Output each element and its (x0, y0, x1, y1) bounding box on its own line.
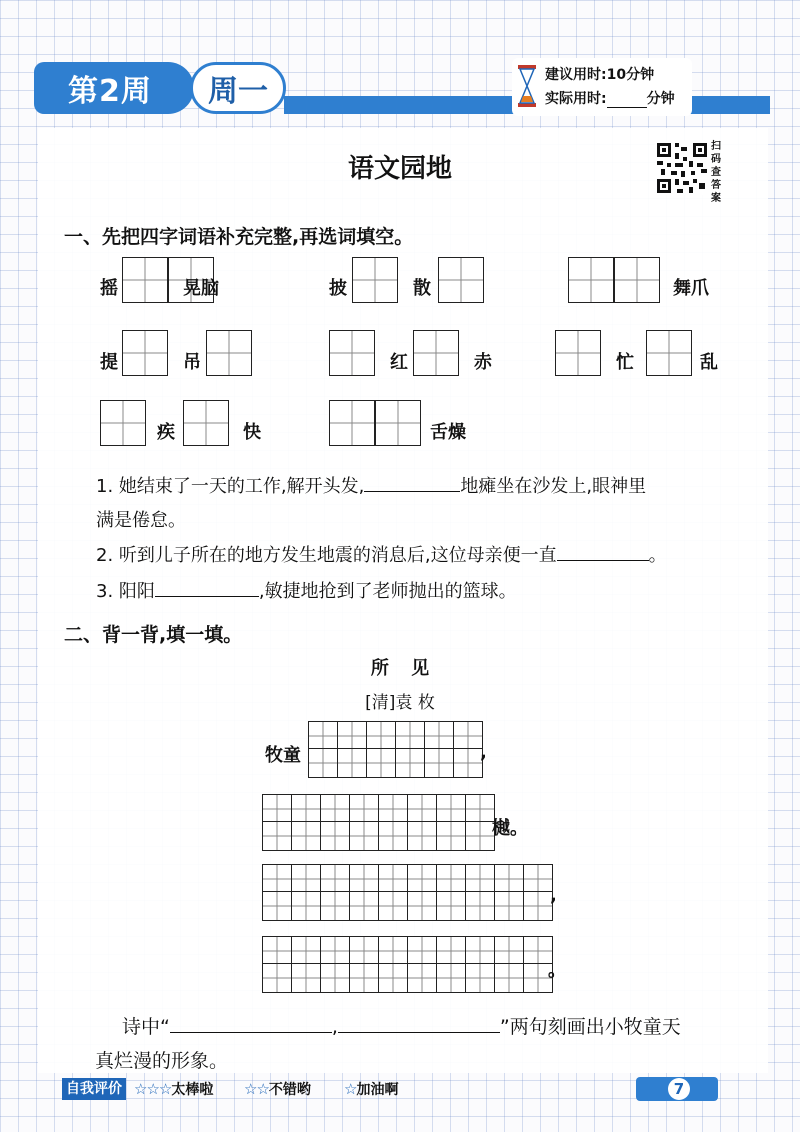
poem-answer-cell[interactable] (349, 936, 379, 966)
sentence-1-cont: 满是倦怠。 (96, 510, 186, 531)
poem-answer-cell[interactable] (465, 963, 495, 993)
poem-answer-cell[interactable] (291, 821, 321, 851)
idiom-char: 披 (329, 278, 347, 299)
poem-answer-cell[interactable] (291, 963, 321, 993)
answer-cell[interactable] (413, 330, 459, 376)
answer-cell[interactable] (568, 257, 614, 303)
poem-answer-cell[interactable] (378, 794, 408, 824)
idiom-char: 散 (413, 278, 431, 299)
answer-cell[interactable] (646, 330, 692, 376)
poem-answer-cell[interactable] (366, 721, 396, 751)
poem-answer-cell[interactable] (291, 891, 321, 921)
sentence-2 (96, 541, 667, 567)
poem-line4-end: 。 (548, 960, 566, 981)
answer-blank[interactable] (170, 1015, 332, 1033)
poem-answer-cell[interactable] (262, 864, 292, 894)
question-text: ”两句刻画出小牧童天 (499, 1016, 681, 1038)
poem-answer-cell[interactable] (407, 864, 437, 894)
answer-cell[interactable] (100, 400, 146, 446)
sentence-text: 2. 听到儿子所在的地方发生地震的消息后,这位母亲便一直 (96, 545, 557, 566)
poem-answer-cell[interactable] (378, 936, 408, 966)
answer-cell[interactable] (122, 257, 168, 303)
answer-cell[interactable] (122, 330, 168, 376)
poem-answer-cell[interactable] (436, 891, 466, 921)
idiom-char: 赤 (474, 352, 492, 373)
answer-cell[interactable] (555, 330, 601, 376)
qr-code-icon[interactable] (655, 141, 709, 195)
page-number: 7 (668, 1078, 690, 1100)
poem-answer-cell[interactable] (378, 821, 408, 851)
poem-answer-cell[interactable] (465, 864, 495, 894)
poem-answer-cell[interactable] (320, 821, 350, 851)
page-title: 语文园地 (347, 154, 452, 184)
sentence-text: 地瘫坐在沙发上,眼神里 (460, 476, 647, 497)
section2-heading: 二、背一背,填一填。 (64, 624, 243, 646)
actual-time-label: 实际用时: (545, 91, 607, 107)
poem-answer-cell[interactable] (262, 891, 292, 921)
poem-line2-end: 樾。 (492, 818, 528, 839)
poem-answer-cell[interactable] (494, 936, 524, 966)
answer-cell[interactable] (614, 257, 660, 303)
sentence-text: ,敏捷地抢到了老师抛出的篮球。 (258, 581, 517, 602)
idiom-char: 舞爪 (673, 278, 709, 299)
poem-question (122, 1012, 681, 1039)
poem-answer-cell[interactable] (436, 864, 466, 894)
self-eval-label: 自我评价 (62, 1078, 126, 1100)
poem-answer-cell[interactable] (308, 748, 338, 778)
poem-answer-cell[interactable] (349, 891, 379, 921)
poem-answer-cell[interactable] (378, 891, 408, 921)
poem-answer-cell[interactable] (349, 794, 379, 824)
sentence-3 (96, 577, 517, 603)
poem-answer-cell[interactable] (291, 936, 321, 966)
poem-answer-cell[interactable] (407, 794, 437, 824)
poem-answer-cell[interactable] (453, 721, 483, 751)
poem-answer-cell[interactable] (523, 864, 553, 894)
rating-label: 太棒啦 (171, 1082, 214, 1098)
poem-answer-cell[interactable] (320, 891, 350, 921)
poem-answer-cell[interactable] (395, 721, 425, 751)
poem-answer-cell[interactable] (320, 963, 350, 993)
answer-cell[interactable] (375, 400, 421, 446)
actual-time (545, 88, 675, 108)
poem-title: 所 见 (370, 658, 438, 679)
poem-answer-cell[interactable] (320, 936, 350, 966)
poem-answer-cell[interactable] (395, 748, 425, 778)
poem-answer-cell[interactable] (349, 963, 379, 993)
poem-answer-cell[interactable] (494, 864, 524, 894)
poem-answer-cell[interactable] (262, 936, 292, 966)
poem-answer-cell[interactable] (320, 794, 350, 824)
question-text: , (331, 1016, 338, 1038)
sentence-text: 3. 阳阳 (96, 581, 155, 602)
poem-answer-cell[interactable] (494, 891, 524, 921)
poem-line3-end: , (550, 885, 557, 906)
poem-answer-cell[interactable] (291, 794, 321, 824)
qr-caption: 扫码查答案 (711, 141, 721, 204)
sentence-text: 。 (648, 545, 667, 566)
rating-label: 加油啊 (356, 1082, 399, 1098)
star-icon: ☆ (344, 1080, 357, 1098)
rating-great[interactable] (134, 1079, 213, 1099)
rating-label: 不错哟 (268, 1082, 311, 1098)
star-icon: ☆☆☆ (134, 1080, 172, 1098)
poem-question-cont: 真烂漫的形象。 (95, 1050, 229, 1072)
poem-answer-cell[interactable] (378, 864, 408, 894)
poem-answer-cell[interactable] (407, 891, 437, 921)
poem-answer-cell[interactable] (465, 936, 495, 966)
poem-answer-cell[interactable] (453, 748, 483, 778)
poem-answer-cell[interactable] (436, 794, 466, 824)
sentence-1 (96, 472, 646, 498)
answer-cell[interactable] (329, 330, 375, 376)
poem-answer-cell[interactable] (465, 891, 495, 921)
idiom-char: 吊 (183, 352, 201, 373)
answer-cell[interactable] (438, 257, 484, 303)
poem-answer-cell[interactable] (262, 963, 292, 993)
poem-answer-cell[interactable] (262, 821, 292, 851)
week-badge: 第2周 (34, 62, 194, 114)
answer-cell[interactable] (183, 400, 229, 446)
idiom-char: 晃脑 (183, 278, 219, 299)
sentence-text: 1. 她结束了一天的工作,解开头发, (96, 476, 365, 497)
idiom-char: 红 (390, 352, 408, 373)
poem-answer-cell[interactable] (407, 963, 437, 993)
poem-answer-cell[interactable] (366, 748, 396, 778)
poem-answer-cell[interactable] (523, 891, 553, 921)
idiom-char: 乱 (700, 352, 718, 373)
poem-answer-cell[interactable] (262, 794, 292, 824)
page-number-badge (636, 1077, 718, 1101)
poem-answer-cell[interactable] (424, 748, 454, 778)
rating-keep-going[interactable] (344, 1079, 398, 1099)
hourglass-icon (517, 64, 537, 108)
actual-time-blank[interactable] (607, 94, 647, 108)
poem-answer-cell[interactable] (291, 864, 321, 894)
poem-answer-cell[interactable] (465, 794, 495, 824)
answer-blank[interactable] (364, 474, 460, 492)
poem-answer-cell[interactable] (465, 821, 495, 851)
poem-answer-cell[interactable] (424, 721, 454, 751)
poem-author: [清]袁 枚 (365, 693, 435, 713)
poem-answer-cell[interactable] (337, 721, 367, 751)
poem-answer-cell[interactable] (349, 864, 379, 894)
poem-answer-cell[interactable] (436, 821, 466, 851)
poem-answer-cell[interactable] (494, 963, 524, 993)
day-badge: 周一 (190, 62, 286, 114)
poem-answer-cell[interactable] (308, 721, 338, 751)
poem-answer-cell[interactable] (436, 963, 466, 993)
idiom-char: 快 (243, 422, 261, 443)
poem-line1-prefix: 牧童 (265, 745, 301, 766)
idiom-char: 舌燥 (430, 422, 466, 443)
poem-answer-cell[interactable] (320, 864, 350, 894)
answer-cell[interactable] (352, 257, 398, 303)
poem-answer-cell[interactable] (337, 748, 367, 778)
idiom-char: 忙 (616, 352, 634, 373)
poem-answer-cell[interactable] (349, 821, 379, 851)
section1-heading: 一、先把四字词语补充完整,再选词填空。 (64, 226, 414, 248)
suggested-time: 建议用时:10分钟 (545, 67, 655, 83)
actual-time-unit: 分钟 (646, 91, 675, 107)
answer-blank[interactable] (338, 1015, 500, 1033)
poem-answer-cell[interactable] (378, 963, 408, 993)
question-text: 诗中“ (122, 1016, 170, 1038)
poem-line1-end: , (480, 742, 487, 763)
answer-cell[interactable] (206, 330, 252, 376)
idiom-char: 疾 (157, 422, 175, 443)
answer-blank[interactable] (155, 579, 259, 597)
star-icon: ☆☆ (244, 1080, 269, 1098)
idiom-char: 提 (100, 352, 118, 373)
idiom-char: 摇 (100, 278, 118, 299)
answer-cell[interactable] (329, 400, 375, 446)
poem-answer-cell[interactable] (436, 936, 466, 966)
poem-answer-cell[interactable] (407, 936, 437, 966)
poem-answer-cell[interactable] (407, 821, 437, 851)
answer-blank[interactable] (557, 543, 649, 561)
rating-good[interactable] (244, 1079, 311, 1099)
